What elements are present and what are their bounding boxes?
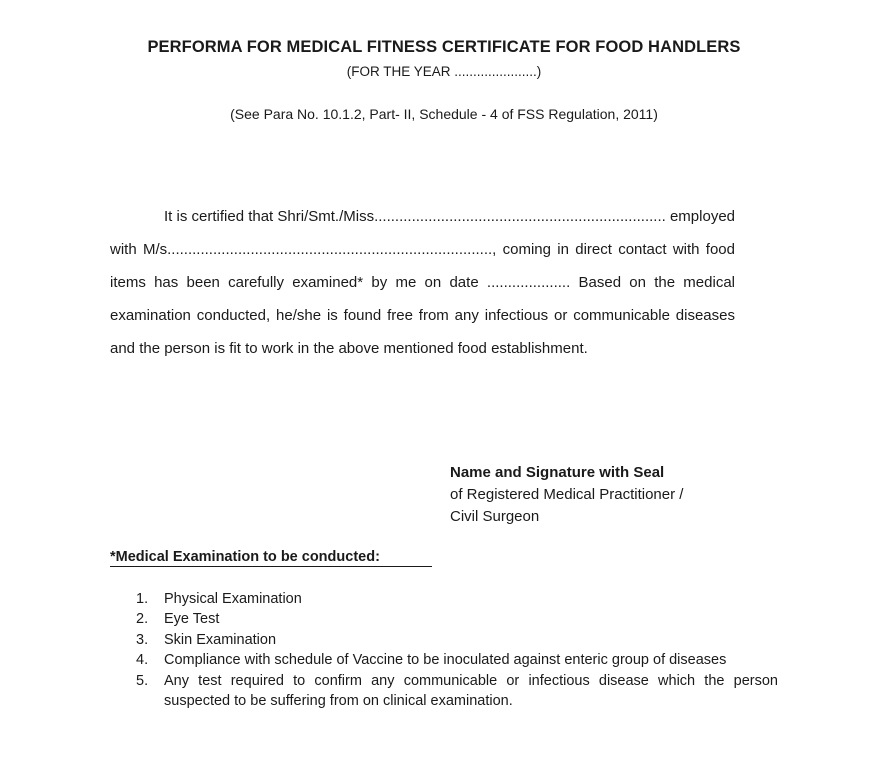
list-item-number: 5. — [136, 672, 149, 689]
signature-line-1: Name and Signature with Seal — [450, 464, 665, 481]
list-item-number: 1. — [136, 591, 149, 607]
regulation-reference: (See Para No. 10.1.2, Part- II, Schedule - 4 of FSS Regulation, 2011) — [230, 106, 658, 122]
list-item — [136, 589, 778, 609]
signature-line-3: Civil Surgeon — [450, 508, 540, 525]
list-item-text: Eye Test — [164, 611, 220, 628]
list-item-number: 4. — [136, 652, 149, 669]
certificate-paragraph: It is certified that Shri/Smt./Miss...................................................................... employed with M/s.............................................................................., coming in direct contact with food items has been carefully examined* by me on date .................... Based on the medical examination conducted, he/she is found free from any infectious or communicable diseases and the person is fit to work in the above mentioned food establishment. — [110, 208, 735, 357]
exam-list — [136, 589, 778, 711]
list-item-text: Any test required to confirm any communicable or infectious disease which the person suspected to be suffering from on clinical examination. — [164, 672, 778, 710]
exam-heading: *Medical Examination to be conducted: — [110, 548, 432, 567]
list-item — [136, 671, 778, 712]
list-item-text: Physical Examination — [164, 591, 302, 607]
list-item-number: 3. — [136, 631, 149, 648]
list-item — [136, 630, 778, 650]
signature-line-2: of Registered Medical Practitioner / — [450, 486, 684, 503]
document-title: PERFORMA FOR MEDICAL FITNESS CERTIFICATE FOR FOOD HANDLERS — [147, 38, 741, 56]
year-line: (FOR THE YEAR ......................) — [346, 64, 542, 79]
list-item-text: Skin Examination — [164, 631, 277, 648]
signature-block — [450, 462, 810, 528]
list-item — [136, 609, 778, 629]
certificate-body — [110, 200, 735, 365]
list-item — [136, 650, 778, 670]
list-item-number: 2. — [136, 611, 149, 628]
list-item-text: Compliance with schedule of Vaccine to be inoculated against enteric group of diseases — [164, 652, 727, 669]
